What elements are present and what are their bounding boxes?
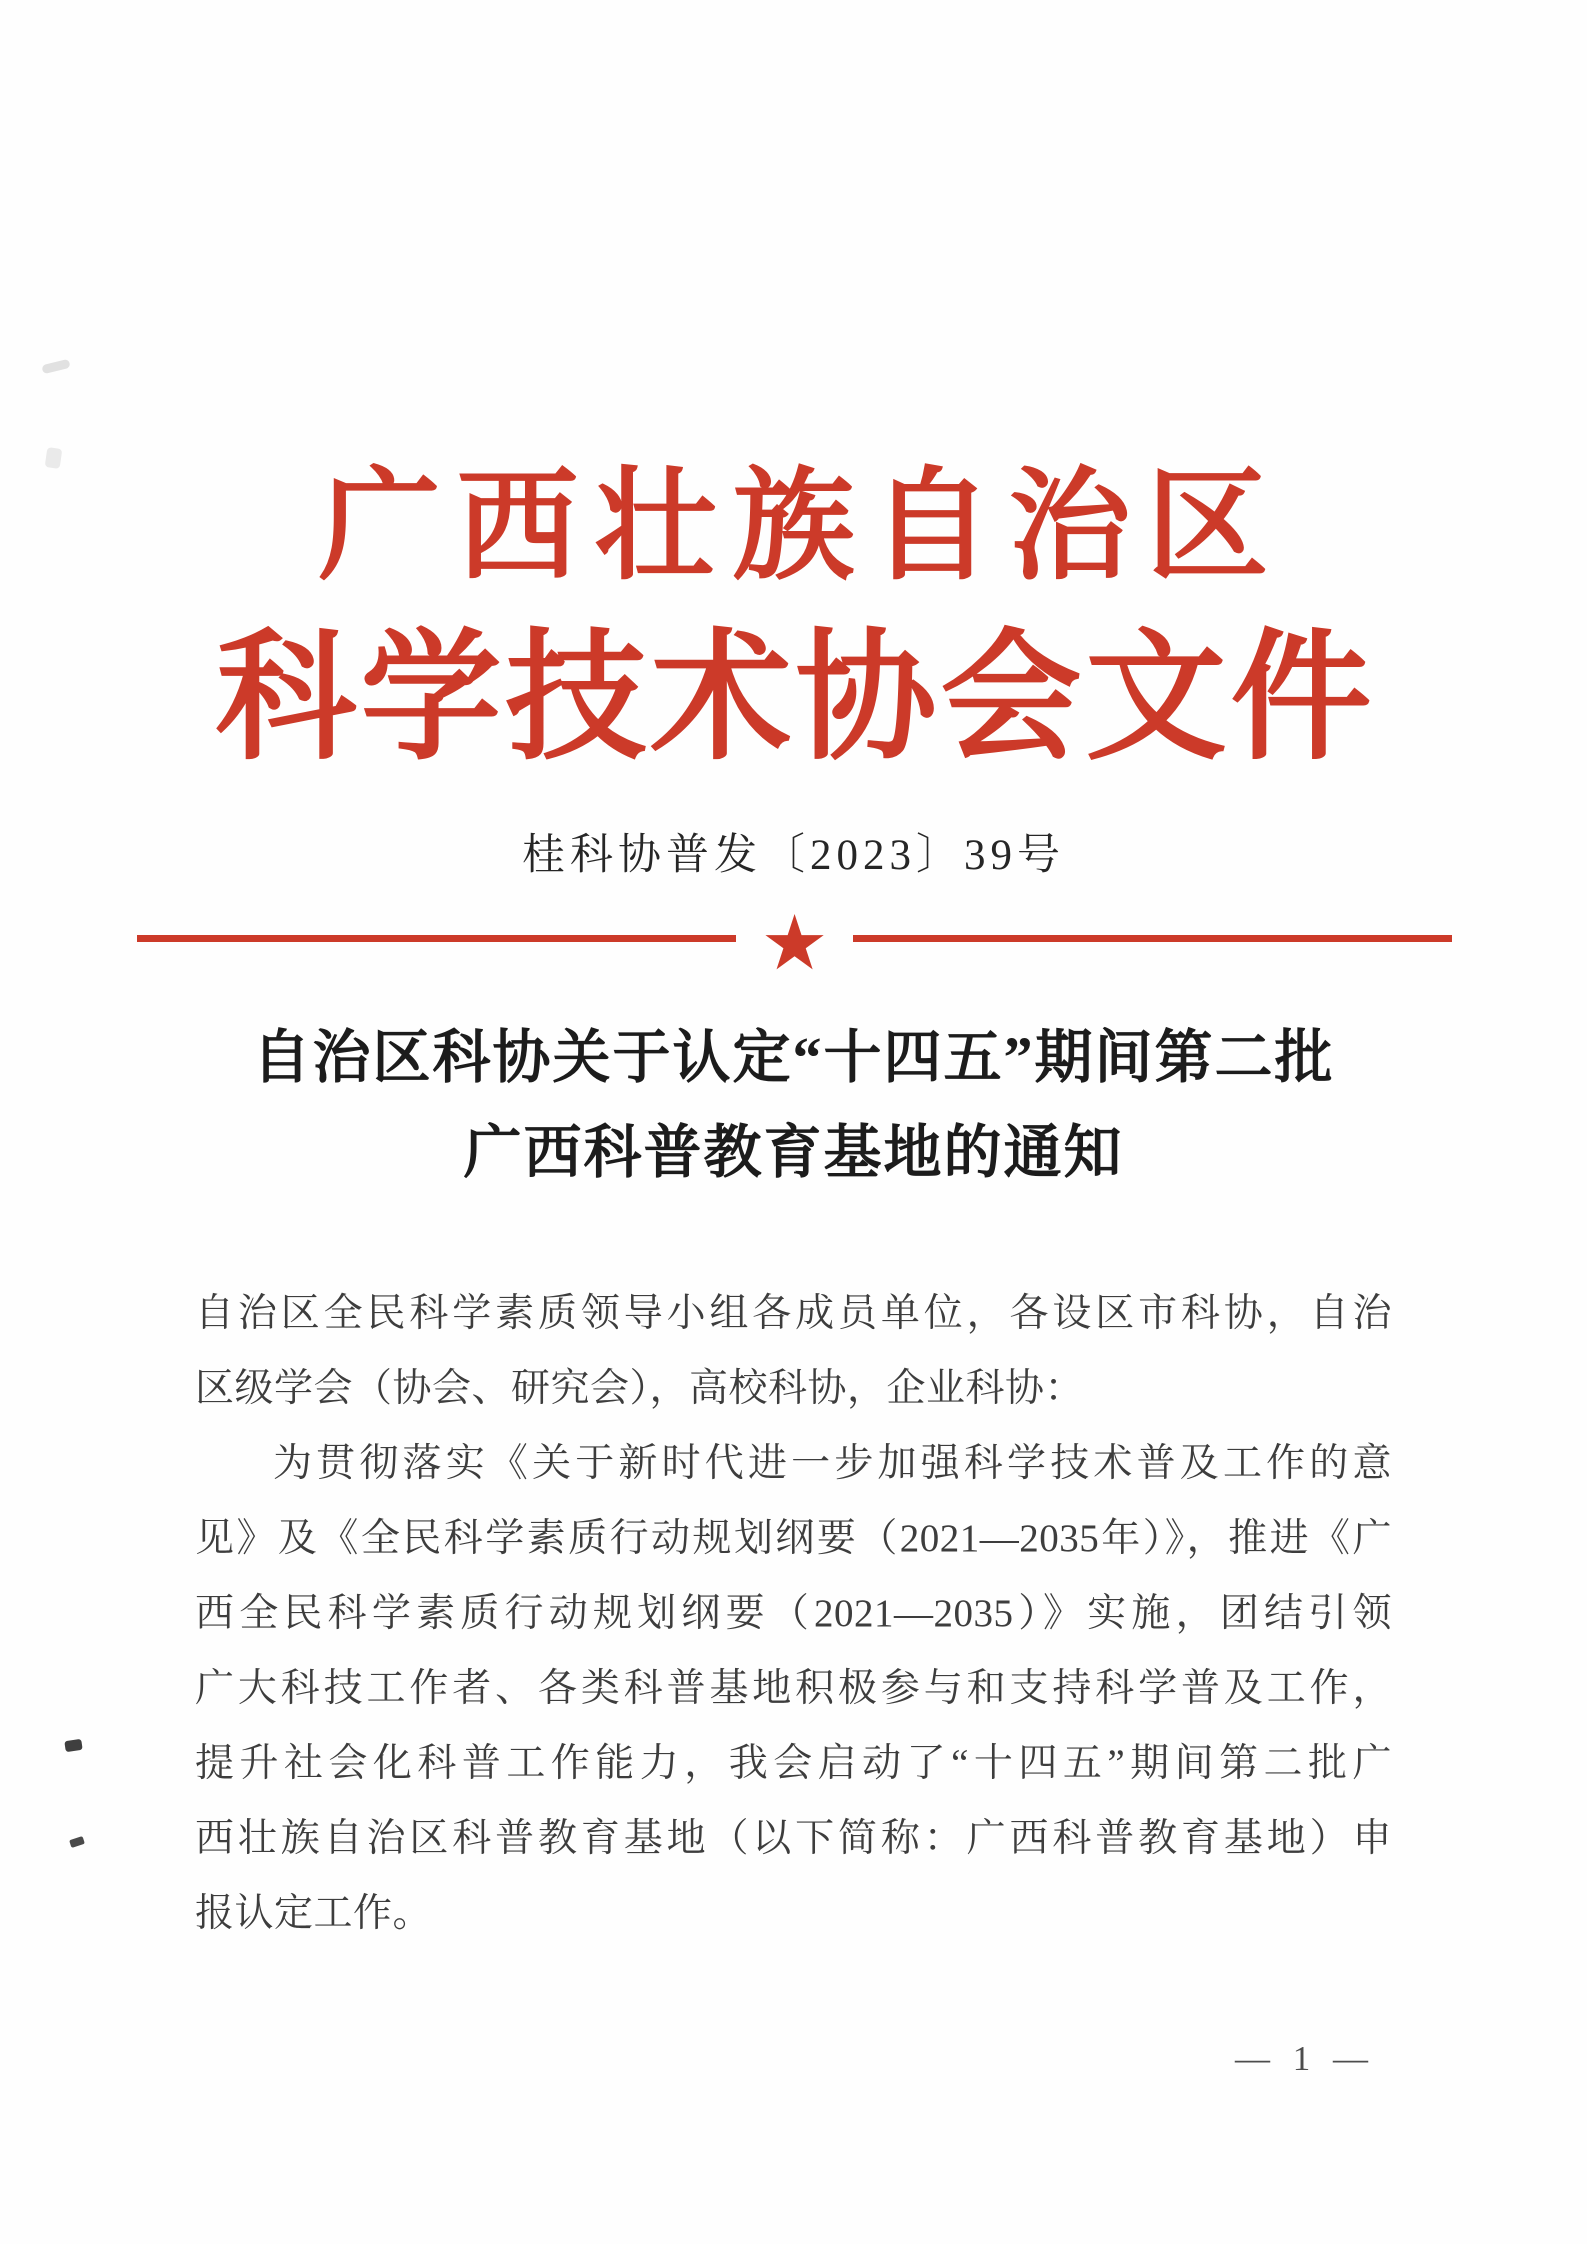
document-number: 桂科协普发〔2023〕39号 <box>522 832 1065 879</box>
letterhead-doc-word: 科学技术协会文件 <box>215 621 1376 777</box>
document-title-line1: 自治区科协关于认定“十四五”期间第二批 <box>252 1025 1335 1090</box>
star-icon: ★ <box>760 898 829 987</box>
red-divider <box>137 898 1452 987</box>
letterhead <box>0 452 1587 788</box>
divider-line-right <box>853 935 1452 942</box>
divider-line-left <box>137 935 736 942</box>
document-title <box>0 1010 1587 1200</box>
body-line: 自治区全民科学素质领导小组各成员单位，各设区市科协，自治 <box>195 1292 1392 1335</box>
body-line: 见》及《全民科学素质行动规划纲要（2021—2035年）》，推进《广 <box>195 1517 1392 1560</box>
body-line: 区级学会（协会、研究会），高校科协，企业科协： <box>195 1367 1085 1410</box>
letterhead-org-line1: 广西壮族自治区 <box>318 460 1285 595</box>
body-line: 广大科技工作者、各类科普基地积极参与和支持科学普及工作， <box>195 1667 1392 1710</box>
body-line: 西全民科学素质行动规划纲要（2021—2035）》实施，团结引领 <box>195 1592 1392 1635</box>
page-number: — 1 — <box>1235 2039 1375 2078</box>
body-line: 报认定工作。 <box>195 1892 433 1935</box>
scan-artifact <box>41 359 70 375</box>
body-line: 西壮族自治区科普教育基地（以下简称：广西科普教育基地）申 <box>195 1817 1392 1860</box>
body-line: 为贯彻落实《关于新时代进一步加强科学技术普及工作的意 <box>273 1442 1392 1485</box>
document-body <box>0 1276 1587 1951</box>
document-title-line2: 广西科普教育基地的通知 <box>463 1120 1124 1185</box>
body-line: 提升社会化科普工作能力，我会启动了“十四五”期间第二批广 <box>195 1742 1392 1785</box>
